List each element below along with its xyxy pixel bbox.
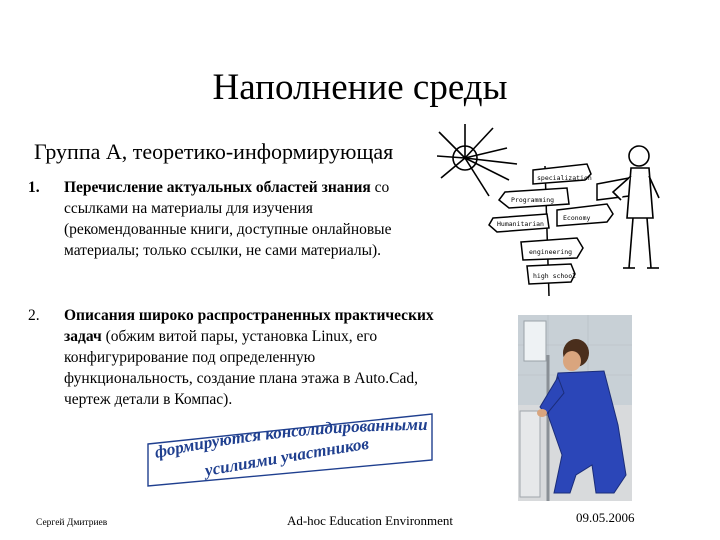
slide-subtitle: Группа А, теоретико-информирующая <box>34 139 394 164</box>
sign-label: engineering <box>529 248 573 256</box>
list-item-text <box>64 305 438 410</box>
list-item-number: 1. <box>28 179 40 196</box>
list-item-plain-text: (обжим витой пары, установка Linux, его конфигурирование под определенную функциональность, создание плана этажа в Auto.Cad, чертеж детали в Компас). <box>64 328 419 408</box>
slide-title: Наполнение среды <box>212 67 508 108</box>
sign-label: Humanitarian <box>497 220 544 228</box>
worker-photo <box>518 315 632 501</box>
sign-label: Economy <box>563 214 591 222</box>
sign-label: specialization <box>537 174 592 182</box>
list-item-bold-text: Описания широко распространенных практических задач <box>64 307 434 345</box>
consolidation-ribbon <box>146 408 436 488</box>
list-item-plain-text: со ссылками на материалы для изучения (рекомендованные книги, доступные онлайновые материалы; только ссылки, не сами материалы). <box>64 179 392 259</box>
footer-author: Сергей Дмитриев <box>36 518 108 528</box>
list-item-number: 2. <box>28 307 40 324</box>
signpost-clipart <box>437 118 673 300</box>
footer-date: 09.05.2006 <box>576 510 635 525</box>
sign-label: high school <box>533 272 577 280</box>
list-item <box>28 305 438 410</box>
footer-title: Ad-hoc Education Environment <box>286 513 454 528</box>
list-item-bold-text: Перечисление актуальных областей знания <box>64 179 371 196</box>
sun-icon <box>437 124 517 196</box>
sign-label: Programming <box>511 196 555 204</box>
ribbon-text-line1-path: формируются консолидированными <box>152 414 428 462</box>
ribbon-text-line2-path: усилиями участников <box>203 433 371 480</box>
list-item <box>28 177 438 261</box>
person-icon <box>613 146 659 268</box>
list-item-text <box>64 177 438 261</box>
